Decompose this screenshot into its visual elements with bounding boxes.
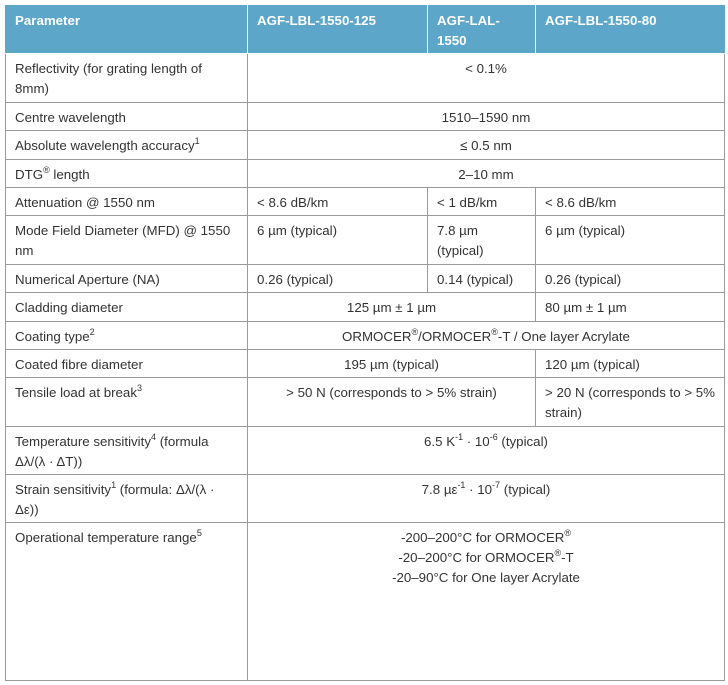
superscript: ® (43, 165, 50, 175)
parameter-cell (6, 265, 248, 293)
cell-text: < 8.6 dB/km (257, 195, 329, 210)
cell-text: Strain sensitivity (15, 482, 112, 497)
parameter-cell (6, 523, 248, 681)
table-row (6, 475, 725, 523)
cell-text: length (49, 167, 90, 182)
superscript: -7 (492, 480, 501, 490)
cell-text: 195 µm (typical) (344, 357, 439, 372)
header-row (6, 6, 725, 54)
cell-text: -T (561, 550, 574, 565)
cell-text: Reflectivity (for grating length of 8mm) (15, 61, 202, 96)
header-agf-lbl-1550-80: AGF-LBL-1550-80 (536, 6, 725, 54)
cell-text: ORMOCER (342, 329, 412, 344)
cell-text: 6.5 K (424, 434, 456, 449)
cell-text: -T / One layer Acrylate (497, 329, 630, 344)
cell-text: 7.8 µm (typical) (437, 223, 484, 258)
table-row (6, 322, 725, 350)
cell-text: 0.26 (typical) (257, 272, 334, 287)
value-cell (248, 475, 725, 523)
parameter-cell (6, 427, 248, 475)
parameter-cell (6, 103, 248, 131)
value-cell (248, 322, 725, 350)
parameter-cell (6, 322, 248, 350)
value-cell (248, 427, 725, 475)
cell-text: (typical) (497, 434, 548, 449)
cell-text: 1510–1590 nm (441, 110, 531, 125)
cell-text: Coating type (15, 329, 90, 344)
table-row (6, 523, 725, 681)
cell-text: Absolute wavelength accuracy (15, 138, 195, 153)
value-cell (248, 293, 536, 322)
table-row (6, 427, 725, 475)
superscript: 1 (111, 480, 117, 490)
superscript: ® (554, 548, 562, 558)
parameter-cell (6, 216, 248, 265)
cell-text: 120 µm (typical) (545, 357, 640, 372)
superscript: ® (491, 327, 498, 337)
cell-text: -20–200°C for ORMOCER (398, 550, 555, 565)
value-cell (536, 293, 725, 322)
cell-text: > 20 N (corresponds to > 5% strain) (545, 385, 715, 420)
value-cell (536, 216, 725, 265)
cell-text: Cladding diameter (15, 300, 123, 315)
value-cell (248, 523, 725, 681)
cell-text: /ORMOCER (418, 329, 492, 344)
cell-text: 2–10 mm (458, 167, 514, 182)
header-parameter: Parameter (6, 6, 248, 54)
value-cell (536, 350, 725, 378)
specifications-table (5, 5, 725, 681)
cell-text: ≤ 0.5 nm (460, 138, 512, 153)
cell-text: Numerical Aperture (NA) (15, 272, 160, 287)
table-row (6, 216, 725, 265)
superscript: 3 (136, 383, 142, 393)
header-agf-lal-1550: AGF-LAL-1550 (428, 6, 536, 54)
value-cell (248, 216, 428, 265)
parameter-cell (6, 378, 248, 427)
table-row (6, 54, 725, 103)
cell-text: < 8.6 dB/km (545, 195, 617, 210)
value-cell (248, 131, 725, 160)
value-cell (536, 378, 725, 427)
cell-text: > 50 N (corresponds to > 5% strain) (286, 385, 497, 400)
value-cell (428, 188, 536, 216)
cell-text: 6 µm (typical) (257, 223, 338, 238)
cell-text: -20–90°C for One layer Acrylate (392, 570, 580, 585)
superscript: -6 (489, 432, 498, 442)
cell-text: Centre wavelength (15, 110, 126, 125)
superscript: 5 (196, 528, 202, 538)
cell-text: Operational temperature range (15, 530, 197, 545)
parameter-cell (6, 54, 248, 103)
parameter-cell (6, 131, 248, 160)
superscript: 2 (89, 327, 95, 337)
cell-text: < 0.1% (465, 61, 507, 76)
superscript: -1 (457, 480, 466, 490)
cell-text: · 10 (465, 482, 493, 497)
value-cell (428, 265, 536, 293)
superscript: 1 (194, 136, 200, 146)
value-cell (248, 188, 428, 216)
value-cell (248, 54, 725, 103)
table-row (6, 131, 725, 160)
value-cell (248, 350, 536, 378)
table-row (6, 378, 725, 427)
value-cell (428, 216, 536, 265)
superscript: ® (564, 528, 572, 538)
table-row (6, 265, 725, 293)
table-row (6, 160, 725, 188)
superscript: ® (411, 327, 419, 337)
value-cell (536, 188, 725, 216)
parameter-cell (6, 293, 248, 322)
cell-text: Tensile load at break (15, 385, 137, 400)
cell-text: 125 µm ± 1 µm (346, 300, 437, 315)
table-row (6, 188, 725, 216)
table-row (6, 103, 725, 131)
value-cell (248, 103, 725, 131)
cell-text: Coated fibre diameter (15, 357, 143, 372)
cell-text: (typical) (500, 482, 551, 497)
cell-text: DTG (15, 167, 44, 182)
value-cell (248, 160, 725, 188)
parameter-cell (6, 350, 248, 378)
value-cell (248, 265, 428, 293)
cell-text: (formula: Δλ/(λ · Δε)) (15, 482, 215, 517)
superscript: 4 (150, 432, 156, 442)
cell-text: Temperature sensitivity (15, 434, 151, 449)
superscript: -1 (455, 432, 464, 442)
cell-text: 6 µm (typical) (545, 223, 626, 238)
cell-text: 0.26 (typical) (545, 272, 622, 287)
parameter-cell (6, 188, 248, 216)
cell-text: < 1 dB/km (437, 195, 498, 210)
table-row (6, 293, 725, 322)
parameter-cell (6, 475, 248, 523)
value-cell (248, 378, 536, 427)
cell-text: Mode Field Diameter (MFD) @ 1550 nm (15, 223, 231, 258)
cell-text: Attenuation @ 1550 nm (15, 195, 155, 210)
cell-text: · 10 (463, 434, 490, 449)
cell-text: 0.14 (typical) (437, 272, 514, 287)
parameter-cell (6, 160, 248, 188)
header-agf-lbl-1550-125: AGF-LBL-1550-125 (248, 6, 428, 54)
cell-text: 80 µm ± 1 µm (545, 300, 627, 315)
cell-text: 7.8 µε (421, 482, 458, 497)
value-cell (536, 265, 725, 293)
cell-text: -200–200°C for ORMOCER (400, 530, 565, 545)
table-row (6, 350, 725, 378)
cell-text: (formula Δλ/(λ · ΔT)) (15, 434, 209, 469)
